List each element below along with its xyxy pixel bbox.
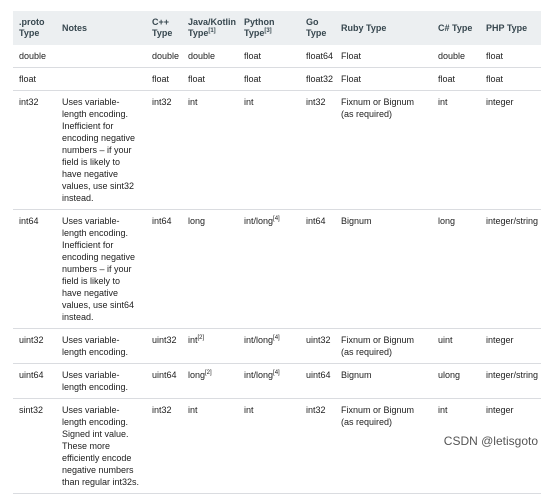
cell-csharp: ulong xyxy=(432,364,480,399)
cell-notes xyxy=(56,68,146,91)
watermark: CSDN @letisgoto xyxy=(443,434,538,448)
cell-python xyxy=(238,68,300,91)
cell-php: integer xyxy=(480,329,541,364)
table-row xyxy=(13,68,541,91)
cell-cpp: int32 xyxy=(146,399,182,494)
header-python-label: Python Type xyxy=(244,17,275,38)
cell-php: integer xyxy=(480,399,541,494)
cell-notes: Uses variable-length encoding. Inefficient for encoding negative numbers – if your field is likely to have negative values, use sint32 instead. xyxy=(56,91,146,210)
cell-proto: sint32 xyxy=(13,399,56,494)
cell-csharp: float xyxy=(432,68,480,91)
cell-java-footnote[interactable]: [2] xyxy=(197,335,205,341)
cell-python-value: int xyxy=(244,97,254,107)
cell-ruby: Bignum xyxy=(335,210,432,329)
cell-python-value: int/long xyxy=(244,335,274,345)
cell-go: int64 xyxy=(300,210,335,329)
header-notes: Notes xyxy=(56,11,146,45)
cell-csharp: uint xyxy=(432,329,480,364)
cell-python xyxy=(238,210,300,329)
cell-java xyxy=(182,210,238,329)
cell-cpp: uint32 xyxy=(146,329,182,364)
cell-csharp: int xyxy=(432,91,480,210)
cell-php: integer xyxy=(480,91,541,210)
cell-proto: int32 xyxy=(13,91,56,210)
cell-csharp: int xyxy=(432,399,480,494)
cell-php: float xyxy=(480,68,541,91)
cell-ruby: Bignum xyxy=(335,364,432,399)
cell-proto: double xyxy=(13,45,56,68)
cell-go: float64 xyxy=(300,45,335,68)
cell-go: float32 xyxy=(300,68,335,91)
cell-ruby: Fixnum or Bignum (as required) xyxy=(335,329,432,364)
cell-cpp: float xyxy=(146,68,182,91)
cell-java-value: int xyxy=(188,97,198,107)
cell-python-value: int xyxy=(244,405,254,415)
cell-python xyxy=(238,91,300,210)
cell-python xyxy=(238,329,300,364)
cell-cpp: int32 xyxy=(146,91,182,210)
header-cpp-type: C++ Type xyxy=(146,11,182,45)
table-row xyxy=(13,329,541,364)
cell-go: uint64 xyxy=(300,364,335,399)
cell-cpp: double xyxy=(146,45,182,68)
cell-php: integer/string xyxy=(480,364,541,399)
header-ruby-type: Ruby Type xyxy=(335,11,432,45)
cell-python xyxy=(238,364,300,399)
cell-notes: Uses variable-length encoding. xyxy=(56,329,146,364)
cell-notes: Uses variable-length encoding. Inefficient for encoding negative numbers – if your field is likely to have negative values, use sint64 instead. xyxy=(56,210,146,329)
cell-ruby: Float xyxy=(335,45,432,68)
table-row xyxy=(13,91,541,210)
header-python-type xyxy=(238,11,300,45)
table-row xyxy=(13,210,541,329)
cell-ruby: Fixnum or Bignum (as required) xyxy=(335,91,432,210)
cell-python-footnote[interactable]: [4] xyxy=(273,370,280,376)
cell-ruby: Float xyxy=(335,68,432,91)
cell-python-value: int/long xyxy=(244,370,274,380)
header-python-footnote[interactable]: [3] xyxy=(264,28,272,34)
cell-java-value: int xyxy=(188,405,198,415)
cell-proto: float xyxy=(13,68,56,91)
table-header-row xyxy=(13,11,541,45)
cell-proto: uint32 xyxy=(13,329,56,364)
cell-ruby: Fixnum or Bignum (as required) xyxy=(335,399,432,494)
cell-java xyxy=(182,399,238,494)
cell-python-value: float xyxy=(244,74,262,84)
table-row xyxy=(13,364,541,399)
cell-proto: int64 xyxy=(13,210,56,329)
proto-type-table-container xyxy=(13,11,541,494)
cell-python xyxy=(238,45,300,68)
cell-java xyxy=(182,329,238,364)
cell-python-footnote[interactable]: [4] xyxy=(273,335,280,341)
cell-python-footnote[interactable]: [4] xyxy=(273,216,280,222)
cell-java xyxy=(182,364,238,399)
cell-php: integer/string xyxy=(480,210,541,329)
header-go-type: Go Type xyxy=(300,11,335,45)
cell-python-value: float xyxy=(244,51,262,61)
table-row xyxy=(13,45,541,68)
cell-java xyxy=(182,45,238,68)
cell-notes xyxy=(56,45,146,68)
cell-cpp: int64 xyxy=(146,210,182,329)
header-java-footnote[interactable]: [1] xyxy=(208,28,216,34)
cell-go: int32 xyxy=(300,399,335,494)
cell-go: uint32 xyxy=(300,329,335,364)
cell-java-value: long xyxy=(188,216,206,226)
cell-csharp: double xyxy=(432,45,480,68)
header-java-type xyxy=(182,11,238,45)
cell-proto: uint64 xyxy=(13,364,56,399)
cell-java-footnote[interactable]: [2] xyxy=(205,370,212,376)
cell-java-value: float xyxy=(188,74,206,84)
cell-python-value: int/long xyxy=(244,216,274,226)
cell-java xyxy=(182,91,238,210)
cell-java xyxy=(182,68,238,91)
proto-type-table xyxy=(13,11,541,494)
cell-java-value: int xyxy=(188,335,198,345)
cell-php: float xyxy=(480,45,541,68)
cell-java-value: long xyxy=(188,370,206,380)
header-proto-type: .proto Type xyxy=(13,11,56,45)
cell-python xyxy=(238,399,300,494)
header-java-label: Java/Kotlin Type xyxy=(188,17,237,38)
header-php-type: PHP Type xyxy=(480,11,541,45)
cell-cpp: uint64 xyxy=(146,364,182,399)
cell-notes: Uses variable-length encoding. Signed int value. These more efficiently encode negative numbers than regular int32s. xyxy=(56,399,146,494)
cell-java-value: double xyxy=(188,51,216,61)
cell-csharp: long xyxy=(432,210,480,329)
header-csharp-type: C# Type xyxy=(432,11,480,45)
cell-go: int32 xyxy=(300,91,335,210)
cell-notes: Uses variable-length encoding. xyxy=(56,364,146,399)
